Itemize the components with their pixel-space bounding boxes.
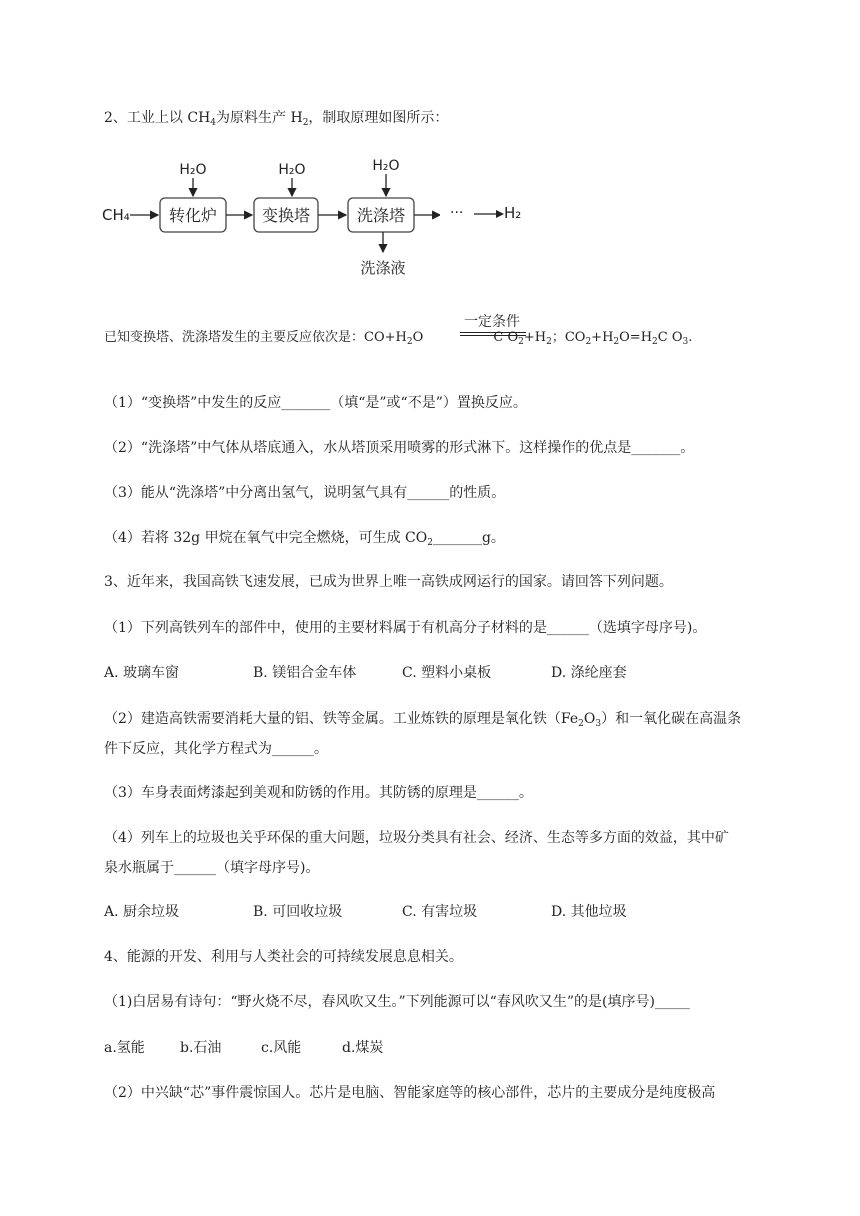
q2-part4: （4）若将 32g 甲烷在氧气中完全燃烧，可生成 $CO_2\_\_\_\_\_\_\_g$。	[104, 530, 505, 548]
q2-part3: （3）能从“洗涤塔”中分离出氢气，说明氢气具有______的性质。	[104, 485, 506, 501]
process-flow-diagram	[100, 152, 440, 282]
equals-line-bottom	[460, 335, 526, 336]
option-c: c.风能	[261, 1040, 302, 1056]
option-d: D. 涤纶座套	[551, 665, 627, 681]
q3-part1-options	[104, 663, 627, 683]
option-c: C. 有害垃圾	[402, 904, 478, 920]
q2-part2: （2）“洗涤塔”中气体从塔底通入，水从塔顶采用喷雾的形式淋下。这样操作的优点是_______。	[104, 440, 695, 456]
q4-part1-options	[104, 1038, 383, 1058]
option-c: C. 塑料小桌板	[402, 665, 492, 681]
converter-label: 转化炉	[168, 206, 218, 225]
option-a: A. 厨余垃圾	[104, 904, 180, 920]
option-d: d.煤炭	[342, 1040, 384, 1056]
equals-line-top	[460, 332, 526, 333]
q2-stem: 2、工业上以 $CH_4$为原料生产 $H_2$，制取原理如图所示：	[104, 110, 449, 128]
q2-part1: （1）“变换塔”中发生的反应_______（填“是”或“不是”）置换反应。	[104, 395, 527, 411]
q3-part2-line1: （2）建造高铁需要消耗大量的铝、铁等金属。工业炼铁的原理是氧化铁$(Fe_2O_3)$和一氧化碳在高温条	[104, 711, 742, 729]
q3-part4-options	[104, 902, 627, 922]
scrubber-tower-label: 洗涤塔	[356, 206, 406, 225]
h2o-label-3: H₂O	[372, 158, 400, 174]
shift-tower-label: 变换塔	[261, 206, 311, 225]
q3-part2-line2: 件下反应，其化学方程式为______。	[104, 741, 328, 757]
option-d: D. 其他垃圾	[551, 904, 627, 920]
option-a: A. 玻璃车窗	[104, 665, 180, 681]
q3-part1: （1）下列高铁列车的部件中，使用的主要材料属于有机高分子材料的是______（选填字母序号)。	[104, 620, 707, 636]
h2o-label-1: H₂O	[179, 162, 207, 178]
q3-stem: 3、近年来，我国高铁飞速发展，已成为世界上唯一高铁成网运行的国家。请回答下列问题。	[104, 574, 673, 590]
condition-text: 一定条件	[464, 314, 520, 330]
ch4-label: CH₄	[102, 206, 130, 224]
option-b: b.石油	[180, 1040, 222, 1056]
waste-liquid-label: 洗涤液	[360, 259, 406, 277]
option-a: a.氢能	[104, 1040, 145, 1056]
q4-stem: 4、能源的开发、利用与人类社会的可持续发展息息相关。	[104, 949, 463, 965]
reaction-condition	[460, 311, 530, 341]
q3-part4-line2: 泉水瓶属于______（填字母序号)。	[104, 860, 320, 876]
h2-product-label: H₂	[504, 204, 522, 222]
q4-part2: （2）中兴缺“芯”事件震惊国人。芯片是电脑、智能家庭等的核心部件，芯片的主要成分是纯度极高	[104, 1085, 716, 1101]
option-b: B. 镁铝合金车体	[253, 665, 357, 681]
arrow-to-h2	[472, 206, 506, 222]
dots-label: ···	[450, 205, 464, 221]
option-b: B. 可回收垃圾	[253, 904, 343, 920]
q3-part3: （3）车身表面烤漆起到美观和防锈的作用。其防锈的原理是______。	[104, 785, 533, 801]
q3-part4-line1: （4）列车上的垃圾也关乎环保的重大问题，垃圾分类具有社会、经济、生态等多方面的效益，其中矿	[104, 830, 729, 846]
h2o-label-2: H₂O	[278, 162, 306, 178]
q2-known-reactions: 已知变换塔、洗涤塔发生的主要反应依次是：$CO+H_2O$ C $O_2+H_2$；$CO_2+H_2O=H_2C$ $O_3$.	[104, 330, 693, 347]
q4-part1: （1)白居易有诗句：“野火烧不尽，春风吹又生。”下列能源可以“春风吹又生”的是(填序号)_____	[104, 994, 690, 1010]
